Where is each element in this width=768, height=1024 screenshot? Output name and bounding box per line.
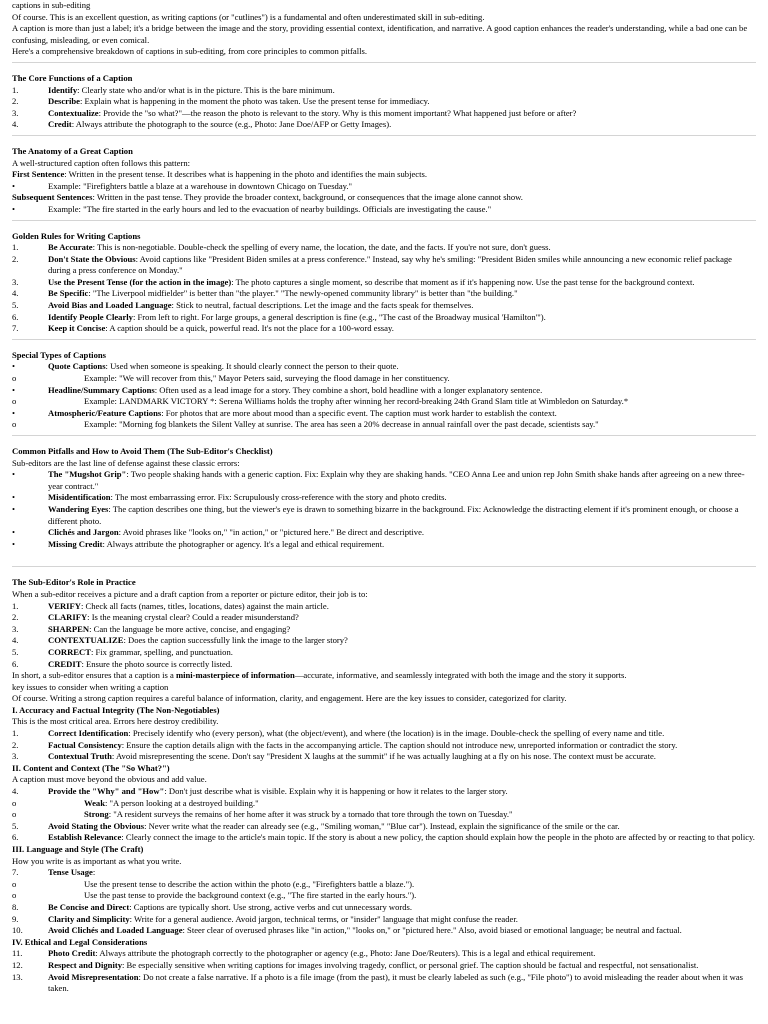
item-body xyxy=(48,948,756,960)
item-term: Identify xyxy=(48,84,78,95)
item-term: Establish Relevance xyxy=(48,832,122,843)
indent xyxy=(48,798,84,810)
second-title: key issues to consider when writing a caption xyxy=(12,681,169,692)
item-marker: 7. xyxy=(12,323,19,334)
item-body xyxy=(48,539,756,551)
sub-marker: o xyxy=(12,396,17,407)
sub-marker: o xyxy=(12,890,17,901)
item-term: Provide the "Why" and "How" xyxy=(48,786,165,797)
item-marker: 2. xyxy=(12,253,19,264)
item-term: Weak xyxy=(84,797,106,808)
item-term: Atmospheric/Feature Captions xyxy=(48,407,162,418)
item-term: Clarity and Simplicity xyxy=(48,913,130,924)
item-body xyxy=(48,204,756,216)
item-body xyxy=(48,96,756,108)
sub-marker: o xyxy=(12,809,17,820)
item-body xyxy=(48,288,756,300)
indent xyxy=(48,373,84,385)
section-divider xyxy=(12,339,756,340)
item-body xyxy=(48,740,756,752)
item-body xyxy=(48,751,756,763)
list-item xyxy=(12,323,756,335)
item-marker: 11. xyxy=(12,948,23,959)
item-marker: 3. xyxy=(12,276,19,287)
item-term: Respect and Dignity xyxy=(48,959,123,970)
item-body xyxy=(48,527,756,539)
item-term: Identify People Clearly xyxy=(48,311,133,322)
list-item xyxy=(12,242,756,254)
item-body xyxy=(48,277,756,289)
section-lead: When a sub-editor receives a picture and a draft caption from a reporter or picture editor, their job is to: xyxy=(12,588,368,599)
item-term: Clichés and Jargon xyxy=(48,527,119,538)
item-text: : For photos that are more about mood than a specific event. The caption must work harder to establish the context. xyxy=(161,407,557,418)
item-marker: 4. xyxy=(12,288,19,299)
item-text: Example: "Firefighters battle a blaze at a warehouse in downtown Chicago on Tuesday." xyxy=(48,180,353,191)
item-marker: 1. xyxy=(12,84,19,95)
item-text: : Avoid misrepresenting the scene. Don't say "President X laughs at the summit" if he was actually laughing at a fly on his nose. The context must be accurate. xyxy=(111,751,656,762)
section-divider xyxy=(12,62,756,63)
item-text: Example: "The fire started in the early hours and led to the evacuation of nearby buildings. Officials are investigating the cause." xyxy=(48,203,492,214)
item-marker: 10. xyxy=(12,925,23,936)
item-body xyxy=(84,396,756,408)
item-marker: 5. xyxy=(12,646,19,657)
item-term: Factual Consistency xyxy=(48,739,122,750)
item-term: Be Specific xyxy=(48,288,89,299)
item-term: Missing Credit xyxy=(48,538,103,549)
item-marker: 4. xyxy=(12,119,19,130)
item-text: : Two people shaking hands with a generic caption. Fix: Explain why they are shaking hands. "CEO Anna Lee and union rep John Smith shake hands after agreeing on a new three-year contract." xyxy=(48,469,745,491)
item-marker: 6. xyxy=(12,658,19,669)
item-marker: • xyxy=(12,203,16,214)
item-body xyxy=(48,867,756,879)
indent xyxy=(48,809,84,821)
sub-marker: o xyxy=(12,878,17,889)
item-term: The "Mugshot Grip" xyxy=(48,469,127,480)
section-divider xyxy=(12,135,756,136)
item-body xyxy=(48,385,756,397)
list-item xyxy=(12,972,756,995)
list-item xyxy=(12,300,756,312)
item-text: : "The Liverpool midfielder" is better than "the player." "The newly-opened community library" is better than "the building." xyxy=(88,288,518,299)
list-item xyxy=(12,492,756,504)
issue-lead: This is the most critical area. Errors here destroy credibility. xyxy=(12,716,219,727)
list-item xyxy=(12,192,756,204)
list-item xyxy=(12,527,756,539)
item-text: : Always attribute the photographer or agency. It's a legal and ethical requirement. xyxy=(102,538,385,549)
item-term: Be Concise and Direct xyxy=(48,901,130,912)
item-term: First Sentence xyxy=(12,169,65,180)
item-marker: 2. xyxy=(12,96,19,107)
summary-text: —accurate, informative, and seamlessly integrated with both the image and the story it supports. xyxy=(294,670,627,681)
section-heading: Common Pitfalls and How to Avoid Them (The Sub-Editor's Checklist) xyxy=(12,446,273,456)
item-text: : Used when someone is speaking. It should clearly connect the person to their quote. xyxy=(105,361,399,372)
list-item xyxy=(12,119,756,131)
spacer xyxy=(12,550,756,562)
item-marker: 5. xyxy=(12,300,19,311)
item-text: : Always attribute the photograph to the source (e.g., Photo: Jane Doe/AFP or Getty Images). xyxy=(71,119,392,130)
item-body xyxy=(84,879,756,891)
item-text: : Ensure the caption details align with the facts in the accompanying article. The caption should not introduce new, unreported information or contradict the story. xyxy=(121,739,678,750)
list-item xyxy=(12,890,756,902)
list-item xyxy=(12,879,756,891)
item-text: : "A resident surveys the remains of her home after it was struck by a tornado that tore through the town on Tuesday." xyxy=(108,809,513,820)
item-text: : Write for a general audience. Avoid jargon, technical terms, or "insider" language that might confuse the reader. xyxy=(129,913,518,924)
item-term: Contextualize xyxy=(48,107,99,118)
item-text: : Steer clear of overused phrases like "in action," "looks on," or "pictured here." Also, avoid biased or emotional language; be neutral and factual. xyxy=(182,925,682,936)
list-item xyxy=(12,181,756,193)
item-marker: 12. xyxy=(12,959,23,970)
list-item xyxy=(12,809,756,821)
item-body xyxy=(48,108,756,120)
list-item xyxy=(12,408,756,420)
item-term: Photo Credit xyxy=(48,948,96,959)
item-marker: • xyxy=(12,407,16,418)
item-body xyxy=(48,612,756,624)
item-text: : Do not create a false narrative. If a photo is a file image (from the past), it must be clearly labeled as such (e.g., "File photo") to avoid misleading the reader about when it was taken. xyxy=(48,971,744,994)
list-item xyxy=(12,635,756,647)
list-item xyxy=(12,385,756,397)
section-lead: Sub-editors are the last line of defense against these classic errors: xyxy=(12,457,240,468)
issue-lead: How you write is as important as what you write. xyxy=(12,855,182,866)
item-body xyxy=(48,601,756,613)
item-marker: 2. xyxy=(12,612,19,623)
section-divider xyxy=(12,566,756,567)
list-item xyxy=(12,288,756,300)
item-body xyxy=(84,809,756,821)
section-heading: Special Types of Captions xyxy=(12,349,106,360)
item-text: : Avoid phrases like "looks on," "in action," or "pictured here." Be direct and descriptive. xyxy=(118,527,425,538)
item-body xyxy=(48,300,756,312)
item-text: : Don't just describe what is visible. Explain why it is happening or how it relates to the larger story. xyxy=(164,786,508,797)
summary-text: In short, a sub-editor ensures that a caption is a xyxy=(12,670,176,681)
item-text: : Never write what the reader can already see (e.g., "Smiling woman," "Blue car"). Instead, explain the significance of the smile or the car. xyxy=(144,820,620,831)
issue-heading: IV. Ethical and Legal Considerations xyxy=(12,936,148,947)
list-item xyxy=(12,312,756,324)
intro-block xyxy=(12,0,756,58)
item-text: : Provide the "so what?"—the reason the photo is relevant to the story. Why is this moment important? What happened just before or after? xyxy=(98,107,577,118)
item-marker: 3. xyxy=(12,623,19,634)
item-text: : Avoid captions like "President Biden smiles at a press conference." Instead, say why he's smiling: "President Biden smiles while announcing a new economic relief package during a press conference on Monday." xyxy=(48,253,733,276)
item-body xyxy=(48,408,756,420)
item-marker: • xyxy=(12,503,16,514)
list-item xyxy=(12,254,756,277)
item-body xyxy=(48,323,756,335)
item-term: Headline/Summary Captions xyxy=(48,384,155,395)
item-body xyxy=(84,373,756,385)
item-text: : The most embarrassing error. Fix: Scrupulously cross-reference with the story and photo credits. xyxy=(110,492,447,503)
item-text: : Can the language be more active, concise, and engaging? xyxy=(89,623,291,634)
item-text: : Stick to neutral, factual descriptions. Let the image and the facts speak for themselves. xyxy=(171,300,474,311)
list-item xyxy=(12,948,756,960)
sub-marker: o xyxy=(12,797,17,808)
item-text: : The caption describes one thing, but the viewer's eye is drawn to something bizarre in the background. Fix: Acknowledge the distracting element if it's prominent enough, or choose a different photo. xyxy=(48,503,739,526)
list-item xyxy=(12,925,756,937)
issue-heading: III. Language and Style (The Craft) xyxy=(12,844,144,854)
doc-title: captions in sub-editing xyxy=(12,0,91,10)
item-text: : Is the meaning crystal clear? Could a reader misunderstand? xyxy=(87,612,299,623)
item-marker: 6. xyxy=(12,832,19,843)
item-body xyxy=(48,119,756,131)
item-term: Avoid Clichés and Loaded Language xyxy=(48,925,183,936)
item-term: Subsequent Sentences xyxy=(12,192,93,203)
item-body xyxy=(48,504,756,527)
item-marker: • xyxy=(12,384,16,395)
item-body xyxy=(48,821,756,833)
item-marker: • xyxy=(12,538,16,549)
item-body xyxy=(48,902,756,914)
item-marker: 7. xyxy=(12,867,19,878)
section-heading: The Anatomy of a Great Caption xyxy=(12,145,133,156)
list-item xyxy=(12,361,756,373)
list-item xyxy=(12,914,756,926)
item-marker: 2. xyxy=(12,739,19,750)
item-text: : Captions are typically short. Use strong, active verbs and cut unnecessary words. xyxy=(129,901,413,912)
item-text: : Does the caption successfully link the image to the larger story? xyxy=(123,635,348,646)
item-term: VERIFY xyxy=(48,600,81,611)
list-item xyxy=(12,539,756,551)
list-item xyxy=(12,832,756,844)
list-item xyxy=(12,902,756,914)
indent xyxy=(48,396,84,408)
item-text: : Explain what is happening in the moment the photo was taken. Use the present tense for immediacy. xyxy=(79,96,430,107)
sub-marker: o xyxy=(12,373,17,384)
indent xyxy=(48,890,84,902)
item-term: Describe xyxy=(48,96,80,107)
list-item xyxy=(12,277,756,289)
item-text: Example: "Morning fog blankets the Silent Valley at sunrise. The area has seen a 20% decrease in annual rainfall over the past decade, scientists say." xyxy=(84,419,599,430)
item-body xyxy=(48,469,756,492)
item-term: Wandering Eyes xyxy=(48,503,109,514)
item-body xyxy=(48,624,756,636)
item-body xyxy=(48,728,756,740)
item-marker: 4. xyxy=(12,786,19,797)
issue-heading: I. Accuracy and Factual Integrity (The Non-Negotiables) xyxy=(12,704,220,715)
item-text: : Ensure the photo source is correctly listed. xyxy=(81,658,233,669)
item-term: Misidentification xyxy=(48,492,111,503)
item-text: : This is non-negotiable. Double-check the spelling of every name, the location, the date, and the facts. If you're not sure, don't guess. xyxy=(92,242,551,253)
item-body xyxy=(84,419,756,431)
item-text: : From left to right. For large groups, a general description is fine (e.g., "The cast of the Broadway musical 'Hamilton'"). xyxy=(132,311,546,322)
item-marker: 1. xyxy=(12,600,19,611)
item-marker: 5. xyxy=(12,820,19,831)
item-text: : "A person looking at a destroyed building." xyxy=(105,797,259,808)
list-item xyxy=(12,728,756,740)
item-marker: • xyxy=(12,492,16,503)
item-text: Use the past tense to provide the background context (e.g., "The fire started in the early hours."). xyxy=(84,890,417,901)
item-term: Avoid Misrepresentation xyxy=(48,971,139,982)
item-body xyxy=(48,786,756,798)
item-text: : Clearly state who and/or what is in the picture. This is the bare minimum. xyxy=(77,84,335,95)
item-text: : Often used as a lead image for a story. They combine a short, bold headline with a longer explanatory sentence. xyxy=(154,384,543,395)
indent xyxy=(48,879,84,891)
list-item xyxy=(12,469,756,492)
item-text: : Check all facts (names, titles, locations, dates) against the main article. xyxy=(80,600,329,611)
list-item xyxy=(12,96,756,108)
list-item xyxy=(12,740,756,752)
item-body xyxy=(48,914,756,926)
item-body xyxy=(48,312,756,324)
intro-paragraph: A caption is more than just a label; it's a bridge between the image and the story, providing essential context, identification, and narrative. A good caption enhances the reader's understanding, while a bad one can be confusing, misleading, or even comical. xyxy=(12,23,748,45)
item-body xyxy=(48,635,756,647)
section-heading: The Core Functions of a Caption xyxy=(12,72,133,83)
item-text: : xyxy=(92,867,96,878)
item-term: CLARIFY xyxy=(48,612,88,623)
item-text: : Written in the past tense. They provide the broader context, background, or consequences that the image alone cannot show. xyxy=(92,192,523,203)
section-heading: Golden Rules for Writing Captions xyxy=(12,230,141,241)
item-text: Use the present tense to describe the action within the photo (e.g., "Firefighters battle a blaze."). xyxy=(84,878,415,889)
item-term: Tense Usage xyxy=(48,867,93,878)
list-item xyxy=(12,373,756,385)
item-term: CONTEXTUALIZE xyxy=(48,635,124,646)
list-item xyxy=(12,504,756,527)
list-item xyxy=(12,867,756,879)
item-term: Keep it Concise xyxy=(48,323,106,334)
item-term: SHARPEN xyxy=(48,623,90,634)
item-body xyxy=(48,254,756,277)
item-body xyxy=(48,242,756,254)
item-text: : Written in the present tense. It describes what is happening in the photo and identifies the main subjects. xyxy=(64,169,427,180)
item-text: : Always attribute the photograph correctly to the photographer or agency (e.g., Photo: Jane Doe/Reuters). This is a legal and ethical requirement. xyxy=(95,948,596,959)
list-item xyxy=(12,821,756,833)
item-text: : Be especially sensitive when writing captions for images involving tragedy, conflict, or personal grief. The caption should be factual and respectful, not sensationalist. xyxy=(122,959,699,970)
item-marker: 1. xyxy=(12,728,19,739)
item-body xyxy=(48,85,756,97)
sub-marker: o xyxy=(12,419,17,430)
item-body xyxy=(48,647,756,659)
item-term: CORRECT xyxy=(48,646,91,657)
list-item xyxy=(12,612,756,624)
item-term: CREDIT xyxy=(48,658,82,669)
item-body xyxy=(48,492,756,504)
item-marker: 8. xyxy=(12,901,19,912)
item-text: : Clearly connect the image to the article's main topic. If the story is about a new policy, the caption should explain how the people in the photo are affected by or reacting to that policy. xyxy=(121,832,755,843)
list-item xyxy=(12,960,756,972)
item-text: Example: "We will recover from this," Mayor Peters said, surveying the flood damage in her constituency. xyxy=(84,373,450,384)
item-body xyxy=(84,798,756,810)
item-term: Quote Captions xyxy=(48,361,106,372)
item-marker: 3. xyxy=(12,751,19,762)
intro-paragraph: Here's a comprehensive breakdown of captions in sub-editing, from core principles to common pitfalls. xyxy=(12,46,367,57)
item-marker: • xyxy=(12,361,16,372)
item-marker: 4. xyxy=(12,635,19,646)
summary-paragraph xyxy=(12,670,756,682)
item-text: : Precisely identify who (every person), what (the object/event), and where (the location) is in the image. Double-check the spelling of every name and title. xyxy=(128,728,665,739)
item-text: : Fix grammar, spelling, and punctuation. xyxy=(90,646,233,657)
list-item xyxy=(12,396,756,408)
section-heading: The Sub-Editor's Role in Practice xyxy=(12,577,136,588)
item-body xyxy=(48,361,756,373)
item-term: Use the Present Tense (for the action in the image) xyxy=(48,276,232,287)
item-term: Strong xyxy=(84,809,109,820)
item-body xyxy=(84,890,756,902)
section-lead: A well-structured caption often follows this pattern: xyxy=(12,157,191,168)
item-text: : A caption should be a quick, powerful read. It's not the place for a 100-word essay. xyxy=(105,323,394,334)
list-item xyxy=(12,204,756,216)
key-issues xyxy=(12,705,756,995)
list-item xyxy=(12,85,756,97)
second-intro: Of course. Writing a strong caption requires a careful balance of information, clarity, and engagement. Here are the key issues to consider, categorized for clarity. xyxy=(12,693,567,704)
item-body xyxy=(48,659,756,671)
issue-heading: II. Content and Context (The "So What?") xyxy=(12,762,170,773)
sections xyxy=(12,62,756,670)
list-item xyxy=(12,601,756,613)
list-item xyxy=(12,108,756,120)
issue-lead: A caption must move beyond the obvious and add value. xyxy=(12,774,207,785)
item-marker: 6. xyxy=(12,311,19,322)
item-marker: • xyxy=(12,527,16,538)
summary-emphasis: mini-masterpiece of information xyxy=(175,670,295,681)
list-item xyxy=(12,169,756,181)
item-marker: 13. xyxy=(12,971,23,982)
item-marker: • xyxy=(12,469,16,480)
indent xyxy=(48,419,84,431)
item-body xyxy=(48,832,756,844)
section-divider xyxy=(12,220,756,221)
item-term: Correct Identification xyxy=(48,728,129,739)
item-term: Avoid Stating the Obvious xyxy=(48,820,145,831)
item-body xyxy=(48,960,756,972)
item-term: Don't State the Obvious xyxy=(48,253,136,264)
list-item xyxy=(12,751,756,763)
intro-paragraph: Of course. This is an excellent question, as writing captions (or "cutlines") is a fundamental and often underestimated skill in sub-editing. xyxy=(12,11,485,22)
item-text: : The photo captures a single moment, so describe that moment as if it's happening now. Use the past tense for the background context. xyxy=(231,276,695,287)
item-term: Contextual Truth xyxy=(48,751,112,762)
item-body xyxy=(48,181,756,193)
list-item xyxy=(12,786,756,798)
list-item xyxy=(12,624,756,636)
item-body xyxy=(48,972,756,995)
item-term: Credit xyxy=(48,119,72,130)
list-item xyxy=(12,419,756,431)
item-marker: 1. xyxy=(12,242,19,253)
item-marker: 9. xyxy=(12,913,19,924)
item-marker: • xyxy=(12,180,16,191)
section-divider xyxy=(12,435,756,436)
item-body xyxy=(48,925,756,937)
list-item xyxy=(12,647,756,659)
list-item xyxy=(12,798,756,810)
item-term: Be Accurate xyxy=(48,242,93,253)
list-item xyxy=(12,659,756,671)
item-term: Avoid Bias and Loaded Language xyxy=(48,300,172,311)
item-text: Example: LANDMARK VICTORY *: Serena Williams holds the trophy after winning her record-breaking 24th Grand Slam title at Wimbledon on Saturday.* xyxy=(84,396,629,407)
item-marker: 3. xyxy=(12,107,19,118)
